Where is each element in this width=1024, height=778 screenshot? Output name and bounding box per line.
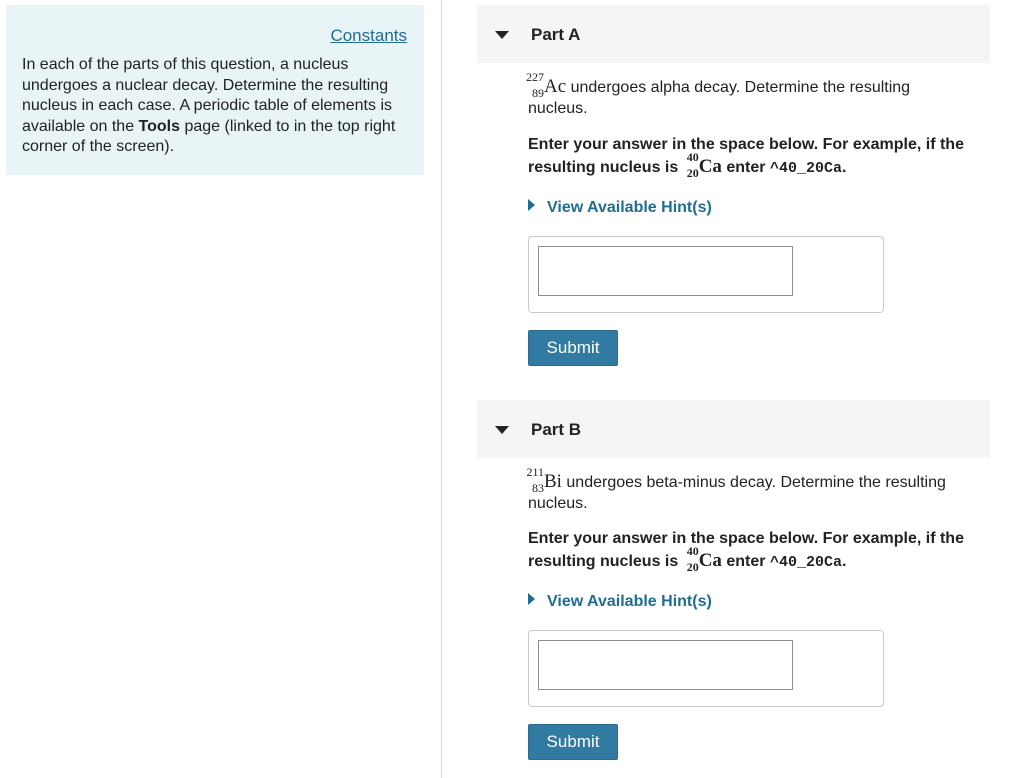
part-a-question: 227 89 Ac undergoes alpha decay. Determine the resulting nucleus. [526, 70, 911, 117]
problem-intro: In each of the parts of this question, a nucleus undergoes a nuclear decay. Determine the resulting nucleus in each case. A periodic table of elements is available on the Tools page (linked to in the top right corner of the screen). [22, 56, 396, 155]
part-b-question: 211 83 Bi undergoes beta-minus decay. Determine the resulting nucleus. [526, 465, 946, 512]
part-a-header[interactable] [477, 5, 990, 63]
example-code: ^40_20Ca [769, 554, 842, 571]
expand-triangle-icon [528, 593, 535, 605]
example-nucleus: 40 20 Ca [686, 544, 722, 574]
part-a-answer-container [528, 236, 884, 313]
tools-text: Tools [138, 117, 181, 135]
panel-divider [441, 0, 442, 778]
part-b-header[interactable] [477, 400, 990, 458]
part-b-answer-container [528, 630, 884, 707]
part-b-title: Part B [531, 420, 582, 439]
part-a-submit-button[interactable]: Submit [528, 330, 618, 366]
part-b-submit-button[interactable]: Submit [528, 724, 618, 760]
actinium-nucleus: 227 89 Ac [526, 70, 567, 100]
part-b-hint-toggle[interactable]: View Available Hint(s) [528, 593, 712, 611]
part-a-hint-toggle[interactable]: View Available Hint(s) [528, 199, 712, 217]
problem-info-panel [6, 5, 424, 175]
part-a-title: Part A [531, 25, 581, 44]
bismuth-nucleus: 211 83 Bi [526, 465, 562, 495]
expand-triangle-icon [528, 199, 535, 211]
part-b-instruction: Enter your answer in the space below. For example, if the resulting nucleus is 40 20 Ca enter ^40_20Ca. [528, 530, 964, 574]
example-code: ^40_20Ca [769, 160, 842, 177]
part-b-answer-input[interactable] [538, 640, 793, 690]
collapse-caret-icon[interactable] [495, 31, 509, 39]
collapse-caret-icon[interactable] [495, 426, 509, 434]
part-a-answer-input[interactable] [538, 246, 793, 296]
part-a-instruction: Enter your answer in the space below. For example, if the resulting nucleus is 40 20 Ca enter ^40_20Ca. [528, 136, 964, 180]
constants-link[interactable]: Constants [330, 26, 407, 45]
example-nucleus: 40 20 Ca [686, 150, 722, 180]
